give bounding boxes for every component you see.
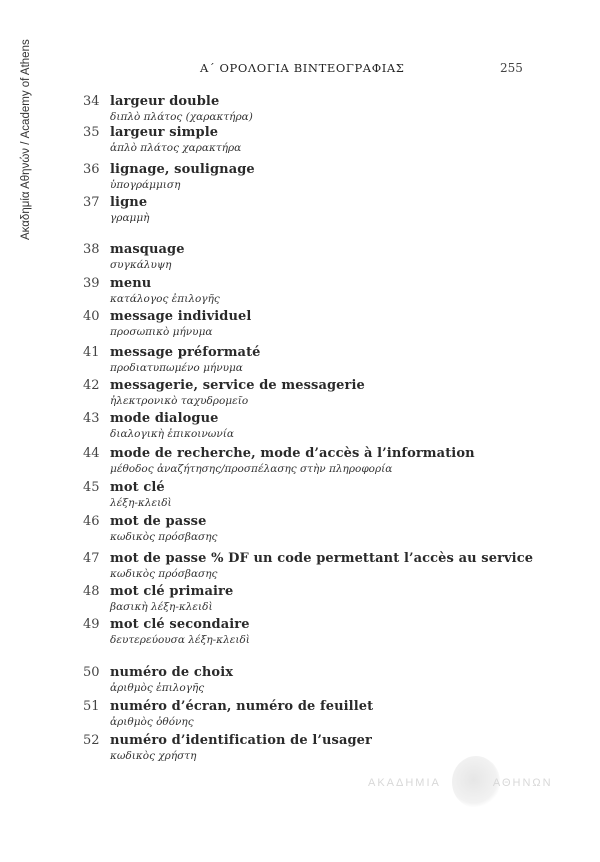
greek-term: ὑπογράμμιση (110, 179, 181, 191)
french-term: message préformaté (110, 345, 261, 360)
greek-term: κωδικὸς πρόσβασης (110, 531, 218, 543)
french-term: message individuel (110, 309, 252, 324)
greek-term: βασικὴ λέξη-κλειδὶ (110, 601, 213, 613)
greek-term: λέξη-κλειδὶ (110, 497, 172, 509)
greek-term: κωδικὸς πρόσβασης (110, 568, 218, 580)
french-term: mot de passe % DF un code permettant l’accès au service (110, 551, 534, 566)
greek-term: ἀριθμὸς ἐπιλογῆς (110, 682, 205, 694)
watermark-right: ΑΘΗΝΩΝ (492, 777, 553, 789)
entry-number: 42 (83, 378, 100, 393)
greek-term: δευτερεύουσα λέξη-κλειδὶ (110, 634, 250, 646)
entry-number: 43 (83, 411, 100, 426)
french-term: masquage (110, 242, 185, 257)
greek-term: προδιατυπωμένο μήνυμα (110, 362, 243, 374)
greek-term: ἁπλὸ πλάτος χαρακτήρα (110, 142, 242, 154)
watermark-left: ΑΚΑΔΗΜΙΑ (368, 777, 441, 789)
entry-number: 40 (83, 309, 100, 324)
entry-number: 46 (83, 514, 100, 529)
entry-number: 37 (83, 195, 100, 210)
greek-term: γραμμὴ (110, 212, 150, 224)
entry-number: 51 (83, 699, 100, 714)
french-term: messagerie, service de messagerie (110, 378, 365, 393)
entry-number: 36 (83, 162, 100, 177)
french-term: numéro de choix (110, 665, 234, 680)
entry-number: 44 (83, 446, 100, 461)
running-header: Α΄ ΟΡΟΛΟΓΙΑ ΒΙΝΤΕΟΓΡΑΦΙΑΣ (200, 61, 405, 75)
french-term: mot de passe (110, 514, 207, 529)
entry-number: 50 (83, 665, 100, 680)
greek-term: διαλογικὴ ἐπικοινωνία (110, 428, 234, 440)
greek-term: μέθοδος ἀναζήτησης/προσπέλασης στὴν πληροφορία (110, 463, 393, 475)
greek-term: ἠλεκτρονικὸ ταχυδρομεῖο (110, 395, 249, 407)
french-term: lignage, soulignage (110, 162, 255, 177)
french-term: ligne (110, 195, 148, 210)
french-term: numéro d’identification de l’usager (110, 733, 373, 748)
greek-term: προσωπικὸ μήνυμα (110, 326, 213, 338)
french-term: mot clé secondaire (110, 617, 250, 632)
entry-number: 35 (83, 125, 100, 140)
watermark (368, 777, 553, 789)
greek-term: κατάλογος ἐπιλογῆς (110, 293, 220, 305)
side-label: Ακαδημία Αθηνών / Academy of Athens (20, 39, 32, 240)
french-term: largeur simple (110, 125, 219, 140)
french-term: mot clé (110, 480, 165, 495)
greek-term: συγκάλυψη (110, 259, 172, 271)
page-number: 255 (500, 61, 523, 75)
entry-number: 52 (83, 733, 100, 748)
entry-number: 38 (83, 242, 100, 257)
entry-number: 47 (83, 551, 100, 566)
entry-number: 49 (83, 617, 100, 632)
entry-number: 41 (83, 345, 100, 360)
greek-term: διπλὸ πλάτος (χαρακτήρα) (110, 111, 253, 123)
entry-number: 48 (83, 584, 100, 599)
french-term: mode de recherche, mode d’accès à l’information (110, 446, 475, 461)
french-term: mode dialogue (110, 411, 219, 426)
greek-term: ἀριθμὸς ὀθόνης (110, 716, 194, 728)
entry-number: 34 (83, 94, 100, 109)
entry-number: 45 (83, 480, 100, 495)
french-term: largeur double (110, 94, 220, 109)
french-term: numéro d’écran, numéro de feuillet (110, 699, 374, 714)
french-term: menu (110, 276, 152, 291)
greek-term: κωδικὸς χρήστη (110, 750, 197, 762)
entry-number: 39 (83, 276, 100, 291)
french-term: mot clé primaire (110, 584, 234, 599)
